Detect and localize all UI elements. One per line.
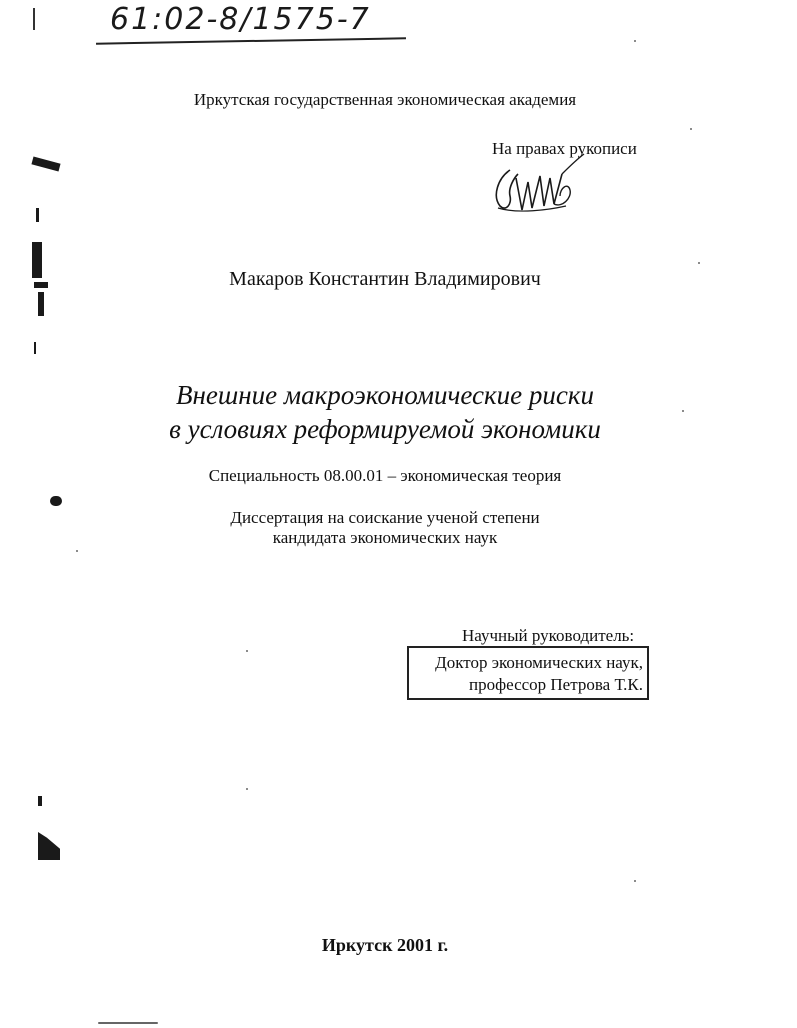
scan-speck [246,650,248,652]
title-line-2: в условиях реформируемой экономики [169,414,601,444]
title-line-1: Внешние макроэкономические риски [176,380,594,410]
scan-artifact [38,832,60,860]
advisor-degree: Доктор экономических наук, [435,653,643,672]
archive-number-underline [96,37,406,44]
dissertation-description [0,508,770,548]
advisor-box [407,646,649,700]
scan-speck [682,410,684,412]
manuscript-rights: На правах рукописи [492,139,637,158]
scan-speck [98,1022,158,1024]
scan-artifact [34,342,36,354]
scan-artifact [32,242,42,278]
specialty: Специальность 08.00.01 – экономическая теория [208,466,562,485]
scan-speck [76,550,78,552]
scan-speck [690,128,692,130]
margin-tick [33,8,35,30]
institution-name: Иркутская государственная экономическая академия [193,90,577,109]
scan-artifact [38,292,44,316]
archive-number: 61:02-8/1575-7 [110,2,371,37]
scan-speck [634,40,636,42]
dissertation-title [0,378,770,446]
author-name: Макаров Константин Владимирович [229,268,541,290]
scan-speck [698,262,700,264]
scan-artifact [34,282,48,288]
dissertation-line-1: Диссертация на соискание ученой степени [230,508,540,527]
scan-artifact [36,208,39,222]
signature-icon [488,148,598,228]
scan-speck [634,880,636,882]
dissertation-line-2: кандидата экономических наук [272,528,498,547]
scan-artifact [38,796,42,806]
advisor-name: профессор Петрова Т.К. [468,675,643,694]
scan-artifact [50,496,62,506]
scan-artifact [31,157,60,172]
advisor-label: Научный руководитель: [462,626,635,645]
scan-speck [246,788,248,790]
city-year: Иркутск 2001 г. [321,935,449,955]
